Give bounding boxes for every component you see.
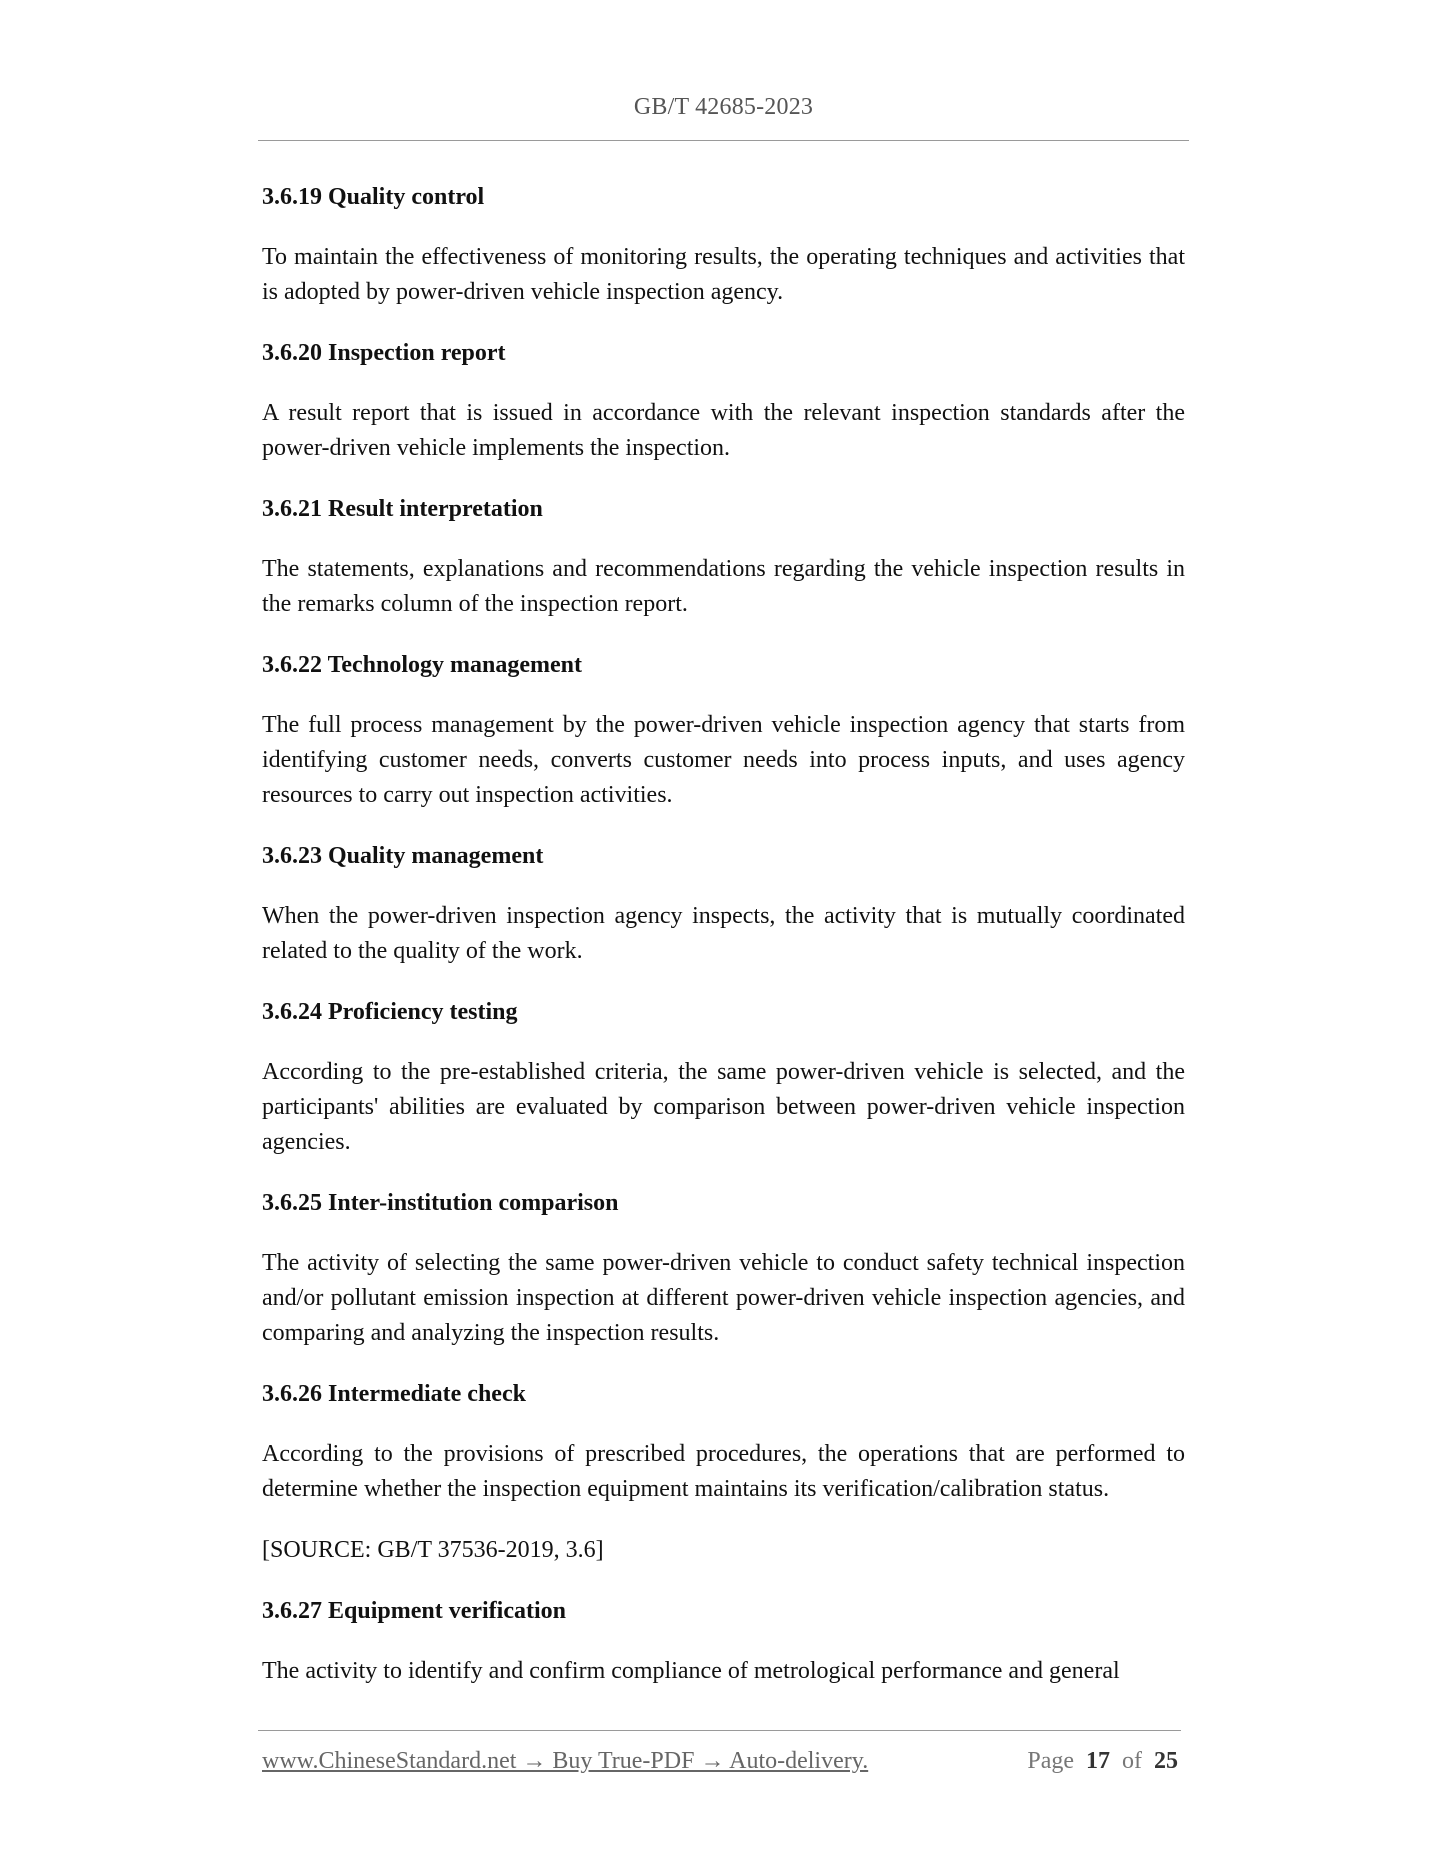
section-paragraph: To maintain the effectiveness of monitoring results, the operating techniques and activities that is adopted by power-driven vehicle inspection agency. — [262, 244, 1185, 305]
store-link[interactable]: www.ChineseStandard.net → Buy True-PDF → Auto-delivery. — [262, 1748, 869, 1774]
page-total: 25 — [1154, 1748, 1178, 1774]
section-3-6-27 — [262, 1594, 1185, 1689]
section-paragraph: The activity to identify and confirm compliance of metrological performance and general — [262, 1658, 1120, 1684]
section-paragraph: The statements, explanations and recommendations regarding the vehicle inspection results in the remarks column of the inspection report. — [262, 556, 1185, 617]
document-id-header: GB/T 42685-2023 — [633, 94, 814, 120]
section-3-6-25 — [262, 1186, 1185, 1351]
section-heading: 3.6.26 Intermediate check — [262, 1381, 526, 1407]
section-paragraph: According to the provisions of prescribed procedures, the operations that are performed to determine whether the inspection equipment maintains its verification/calibration status. — [262, 1441, 1185, 1502]
section-3-6-21 — [262, 492, 1185, 622]
header-divider — [258, 140, 1189, 141]
section-3-6-24 — [262, 995, 1185, 1160]
page-indicator — [1027, 1748, 1178, 1775]
section-heading: 3.6.20 Inspection report — [262, 340, 506, 366]
document-body — [262, 180, 1185, 1715]
section-paragraph: According to the pre-established criteria, the same power-driven vehicle is selected, and the participants' abilities are evaluated by comparison between power-driven vehicle inspection agencies. — [262, 1059, 1185, 1155]
section-paragraph: The activity of selecting the same power-driven vehicle to conduct safety technical inspection and/or pollutant emission inspection at different power-driven vehicle inspection agencies, and comparing and analyzing the inspection results. — [262, 1250, 1185, 1346]
section-heading: 3.6.22 Technology management — [262, 652, 583, 678]
section-heading: 3.6.21 Result interpretation — [262, 496, 543, 522]
section-3-6-22 — [262, 648, 1185, 813]
page-label: Page — [1027, 1748, 1074, 1774]
section-heading: 3.6.23 Quality management — [262, 843, 544, 869]
source-citation: [SOURCE: GB/T 37536-2019, 3.6] — [262, 1537, 604, 1563]
section-heading: 3.6.25 Inter-institution comparison — [262, 1190, 619, 1216]
section-paragraph: A result report that is issued in accordance with the relevant inspection standards after the power-driven vehicle implements the inspection. — [262, 400, 1185, 461]
section-heading: 3.6.19 Quality control — [262, 184, 485, 210]
section-3-6-20 — [262, 336, 1185, 466]
section-3-6-19 — [262, 180, 1185, 310]
page-current: 17 — [1086, 1748, 1110, 1774]
section-3-6-26 — [262, 1377, 1185, 1568]
footer-divider — [258, 1730, 1181, 1731]
page-footer — [262, 1748, 1178, 1775]
section-paragraph: The full process management by the power-driven vehicle inspection agency that starts from identifying customer needs, converts customer needs into process inputs, and uses agency resources to carry out inspection activities. — [262, 712, 1185, 808]
section-paragraph: When the power-driven inspection agency inspects, the activity that is mutually coordinated related to the quality of the work. — [262, 903, 1185, 964]
section-3-6-23 — [262, 839, 1185, 969]
page-of-label: of — [1122, 1748, 1142, 1774]
section-heading: 3.6.24 Proficiency testing — [262, 999, 518, 1025]
section-heading: 3.6.27 Equipment verification — [262, 1598, 566, 1624]
